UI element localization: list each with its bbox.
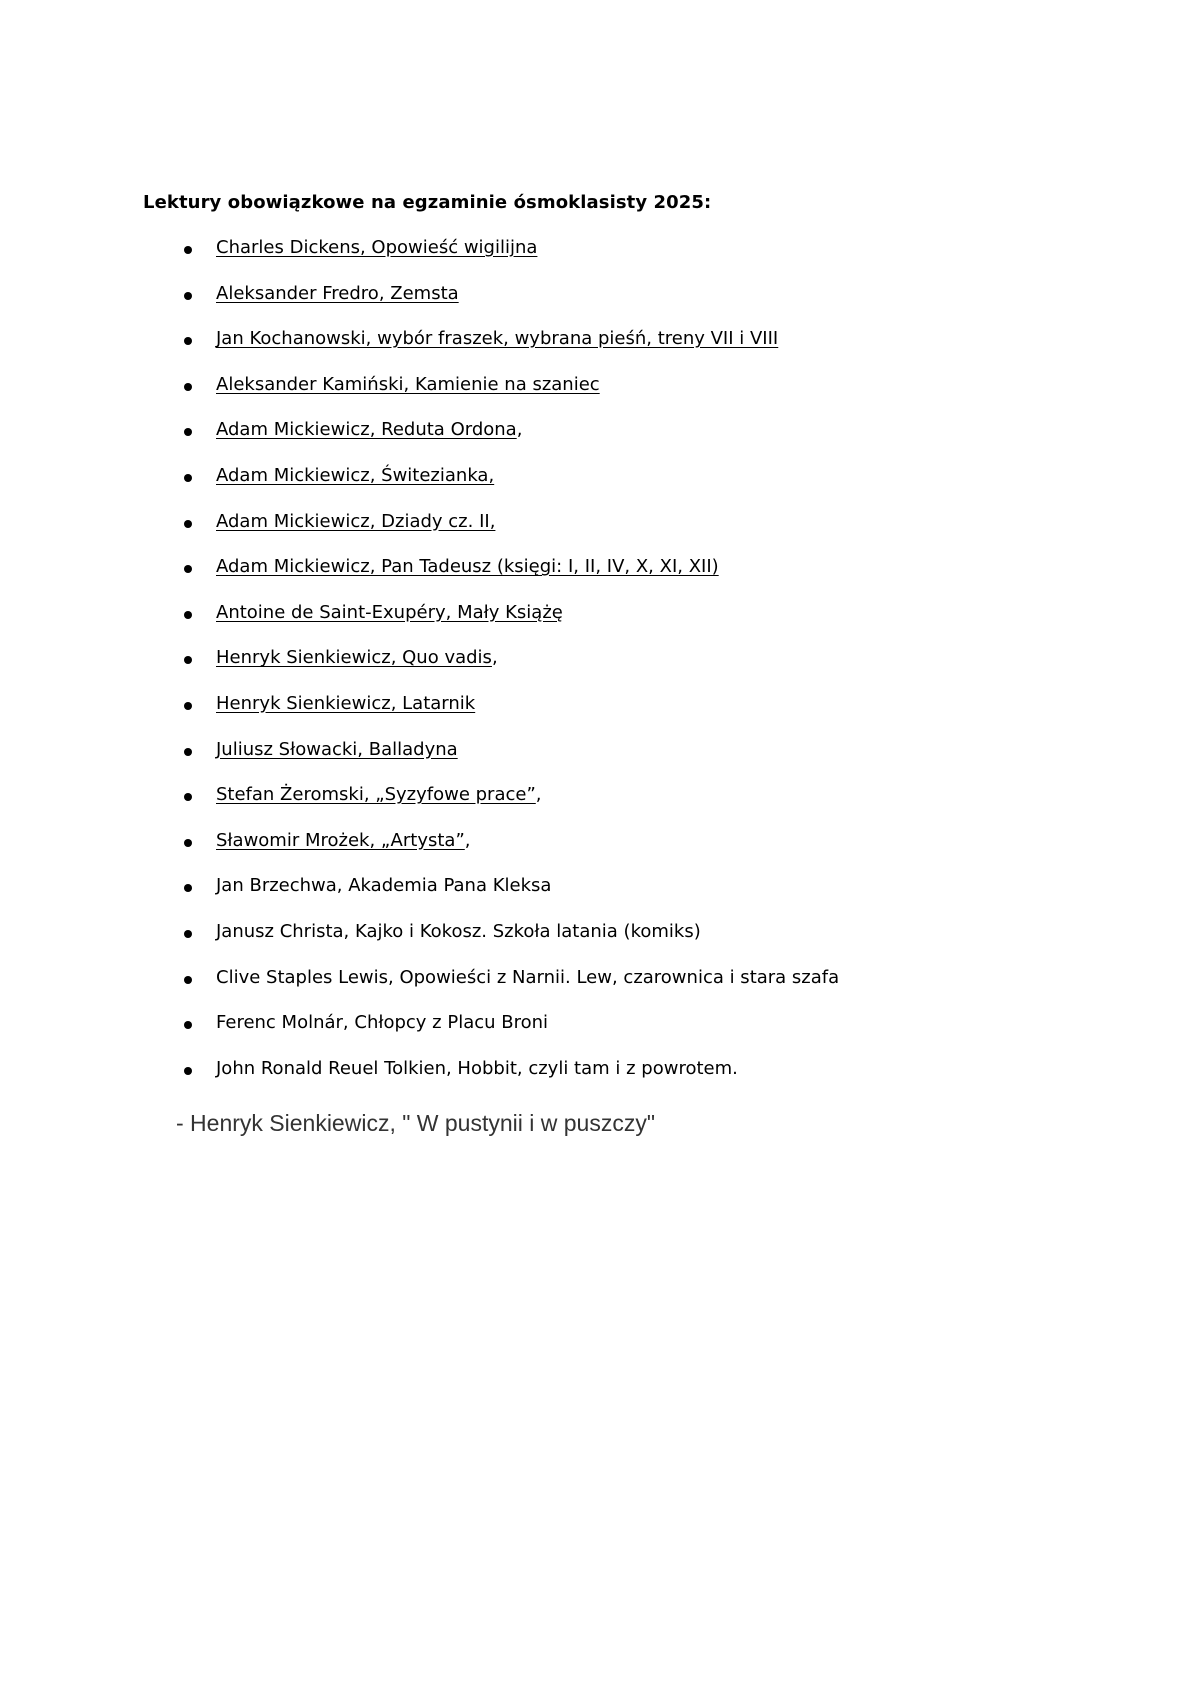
bullet-icon [184, 292, 192, 300]
book-link[interactable]: Adam Mickiewicz, Świtezianka, [216, 464, 495, 486]
bullet-icon [184, 1021, 192, 1029]
trailing-punctuation: , [516, 419, 523, 441]
book-link[interactable]: Henryk Sienkiewicz, Quo vadis [216, 647, 492, 669]
bullet-icon [184, 884, 192, 892]
book-title: Ferenc Molnár, Chłopcy z Placu Broni [216, 1012, 549, 1034]
bullet-icon [184, 1067, 192, 1075]
bullet-icon [184, 656, 192, 664]
document-heading: Lektury obowiązkowe na egzaminie ósmoklasisty 2025: [143, 192, 712, 213]
book-link[interactable]: Juliusz Słowacki, Balladyna [216, 738, 458, 760]
book-link[interactable]: Adam Mickiewicz, Pan Tadeusz (księgi: I, II, IV, X, XI, XII) [216, 556, 719, 578]
bullet-icon [184, 930, 192, 938]
bullet-icon [184, 611, 192, 619]
book-link[interactable]: Adam Mickiewicz, Reduta Ordona [216, 419, 517, 441]
trailing-punctuation: , [535, 784, 542, 806]
bullet-icon [184, 793, 192, 801]
book-link[interactable]: Sławomir Mrożek, „Artysta” [216, 829, 465, 851]
bullet-icon [184, 428, 192, 436]
book-link[interactable]: Henryk Sienkiewicz, Latarnik [216, 692, 476, 714]
book-link[interactable]: Aleksander Kamiński, Kamienie na szaniec [216, 373, 600, 395]
additional-reading-note: - Henryk Sienkiewicz, " W pustynii i w puszczy" [176, 1110, 656, 1136]
bullet-icon [184, 748, 192, 756]
bullet-icon [184, 702, 192, 710]
book-link[interactable]: Adam Mickiewicz, Dziady cz. II, [216, 510, 496, 532]
book-link[interactable]: Stefan Żeromski, „Syzyfowe prace” [216, 784, 536, 806]
bullet-icon [184, 474, 192, 482]
book-title: John Ronald Reuel Tolkien, Hobbit, czyli tam i z powrotem. [216, 1057, 738, 1079]
trailing-punctuation: , [491, 647, 498, 669]
bullet-icon [184, 839, 192, 847]
book-title: Jan Brzechwa, Akademia Pana Kleksa [216, 875, 552, 897]
book-link[interactable]: Jan Kochanowski, wybór fraszek, wybrana pieśń, treny VII i VIII [216, 328, 779, 350]
book-link[interactable]: Aleksander Fredro, Zemsta [216, 282, 459, 304]
bullet-icon [184, 565, 192, 573]
bullet-icon [184, 976, 192, 984]
bullet-icon [184, 520, 192, 528]
book-link[interactable]: Charles Dickens, Opowieść wigilijna [216, 237, 538, 258]
bullet-icon [184, 383, 192, 391]
book-title: Clive Staples Lewis, Opowieści z Narnii. Lew, czarownica i stara szafa [216, 966, 840, 988]
bullet-icon [184, 337, 192, 345]
trailing-punctuation: , [464, 829, 471, 851]
bullet-icon [184, 246, 192, 254]
book-title: Janusz Christa, Kajko i Kokosz. Szkoła latania (komiks) [216, 920, 701, 942]
book-link[interactable]: Antoine de Saint-Exupéry, Mały Książę [216, 601, 563, 623]
